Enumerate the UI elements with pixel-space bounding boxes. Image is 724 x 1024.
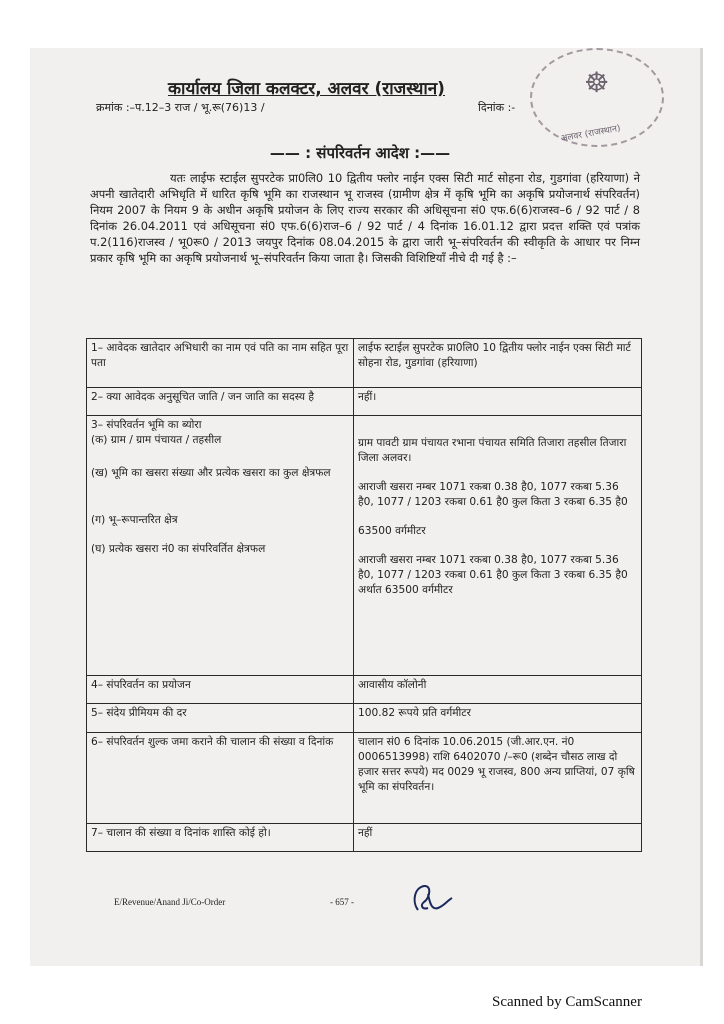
scanner-watermark: Scanned by CamScanner <box>492 994 642 1010</box>
sub-label-ka: (क) ग्राम / ग्राम पंचायत / तहसील <box>91 434 222 447</box>
page-number: - 657 - <box>330 897 354 907</box>
row-label: 5– संदेय प्रीमियम की दर <box>87 704 354 732</box>
sub-label-kha: (ख) भूमि का खसरा संख्या और प्रत्येक खसरा का कुल क्षेत्रफल <box>91 467 331 480</box>
table-row <box>87 823 642 851</box>
row-label-group <box>87 416 354 676</box>
row-value: नहीं। <box>354 388 642 416</box>
table-row <box>87 704 642 732</box>
table-row <box>87 388 642 416</box>
row-label: 7– चालान की संख्या व दिनांक शास्ति कोई हो। <box>87 823 354 851</box>
signature-icon <box>408 880 456 920</box>
sub-value-ga: 63500 वर्गमीटर <box>358 525 426 538</box>
row-value: 100.82 रूपये प्रति वर्गमीटर <box>354 704 642 732</box>
order-paragraph: यतः लाईफ स्टाईल सुपरटेक प्रा0लि0 10 द्वितीय फ्लोर नाईन एक्स सिटी मार्ट सोहना रोड, गुडगांवा (हरियाणा) ने अपनी खातेदारी अभिधृति में धारित कृषि भूमि का राजस्थान भू राजस्व (ग्रामीण क्षेत्र में कृषि भूमि का अकृषि प्रयोजनार्थ संपरिवर्तन) नियम 2007 के नियम 9 के अधीन अकृषि प्रयोजन के लिए राज्य सरकार की अधिसूचना सं0 एफ.6(6)राजस्व–6 / 92 पार्ट / 8 दिनांक 26.04.2011 एवं अधिसूचना सं0 एफ.6(6)राज–6 / 92 पार्ट / 4 दिनांक 16.01.12 द्वारा प्रदत्त शक्ति एवं पत्रांक प.2(116)राजस्व / भू0रू0 / 2013 जयपुर दिनांक 08.04.2015 के द्वारा जारी भू–संपरिवर्तन की स्वीकृति के आधार पर निम्न प्रकार कृषि भूमि का अकृषि प्रयोजनार्थ भू–संपरिवर्तन किया जाता है। जिसकी विशिष्टियाँ नीचे दी गई है :– <box>90 171 640 266</box>
row-value: लाईफ स्टाईल सुपरटेक प्रा0लि0 10 द्वितीय फ्लोर नाईन एक्स सिटी मार्ट सोहना रोड, गुडगांवा (हरियाणा) <box>354 339 642 388</box>
sub-label-ga: (ग) भू–रूपान्तरित क्षेत्र <box>91 514 178 527</box>
office-title: कार्यालय जिला कलक्टर, अलवर (राजस्थान) <box>168 79 445 99</box>
particulars-table <box>86 338 642 852</box>
sub-value-kha: आराजी खसरा नम्बर 1071 रकबा 0.38 है0, 1077 रकबा 5.36 है0, 1077 / 1203 रकबा 0.61 है0 कुल किता 3 रकबा 6.35 है0 <box>358 481 628 509</box>
row-value: आवासीय कॉलोनी <box>354 676 642 704</box>
emblem-icon: ☸ <box>584 66 610 99</box>
row-value: नहीं <box>354 823 642 851</box>
row-value: चालान सं0 6 दिनांक 10.06.2015 (जी.आर.एन. नं0 0006513998) राशि 6402070 /–रू0 (शब्देन चौसठ लाख दो हजार सत्तर रूपये) मद 0029 भू राजस्व, 800 अन्य प्राप्तियां, 07 कृषि भूमि का संपरिवर्तन। <box>354 732 642 823</box>
table-row <box>87 416 642 676</box>
row-label: 6– संपरिवर्तन शुल्क जमा कराने की चालान की संख्या व दिनांक <box>87 732 354 823</box>
sub-value-ka: ग्राम पावटी ग्राम पंचायत रभाना पंचायत समिति तिजारा तहसील तिजारा जिला अलवर। <box>358 437 627 465</box>
table-row <box>87 676 642 704</box>
reference-number: क्रमांक :–प.12–3 राज / भू.रू(76)13 / <box>96 101 265 114</box>
sub-label-gha: (घ) प्रत्येक खसरा नं0 का संपरिवर्तित क्षेत्रफल <box>91 543 266 556</box>
order-heading: —— : संपरिवर्तन आदेश :—— <box>269 144 451 162</box>
row-label: 4– संपरिवर्तन का प्रयोजन <box>87 676 354 704</box>
row-label: 1– आवेदक खातेदार अभिधारी का नाम एवं पति का नाम सहित पूरा पता <box>87 339 354 388</box>
row-label: 2– क्या आवेदक अनुसूचित जाति / जन जाति का सदस्य है <box>87 388 354 416</box>
row-label: 3– संपरिवर्तन भूमि का ब्योरा <box>91 419 202 432</box>
table-row <box>87 732 642 823</box>
seal-text: अलवर (राजस्थान) <box>559 123 622 145</box>
table-row <box>87 339 642 388</box>
row-value-group <box>354 416 642 676</box>
footer-reference: E/Revenue/Anand Ji/Co-Order <box>114 897 226 907</box>
page-edge <box>700 48 703 966</box>
date-label: दिनांक :- <box>478 101 516 114</box>
sub-value-gha: आराजी खसरा नम्बर 1071 रकबा 0.38 है0, 1077 रकबा 5.36 है0, 1077 / 1203 रकबा 0.61 है0 कुल किता 3 रकबा 6.35 है0 अर्थात 63500 वर्गमीटर <box>358 554 628 597</box>
